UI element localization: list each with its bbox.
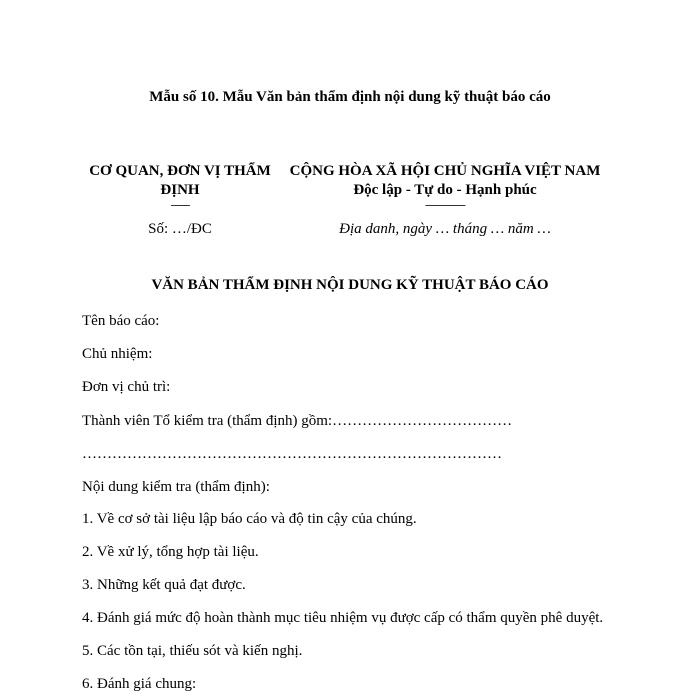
- review-item-1: 1. Về cơ sở tài liệu lập báo cáo và độ tin cậy của chúng.: [82, 511, 417, 527]
- agency-name-line2: ĐỊNH: [160, 182, 200, 198]
- agency-name-line1: CƠ QUAN, ĐƠN VỊ THẨM: [89, 163, 271, 179]
- project-lead-line: Chủ nhiệm:: [82, 346, 153, 362]
- national-header: [285, 162, 605, 210]
- host-unit-line: Đơn vị chủ trì:: [82, 379, 171, 395]
- committee-members-continuation: …………………………………………………………………………: [82, 446, 502, 462]
- report-name-line: Tên báo cáo:: [82, 313, 160, 329]
- document-title: VĂN BẢN THẨM ĐỊNH NỘI DUNG KỸ THUẬT BÁO CÁO: [151, 277, 549, 293]
- committee-members-line: Thành viên Tổ kiểm tra (thẩm định) gồm:………………………………: [82, 413, 513, 429]
- agency-header: [80, 162, 280, 210]
- document-number: Số: …/ĐC: [148, 221, 212, 237]
- review-item-3: 3. Những kết quả đạt được.: [82, 577, 246, 593]
- review-item-2: 2. Về xử lý, tổng hợp tài liệu.: [82, 544, 259, 560]
- country-name: CỘNG HÒA XÃ HỘI CHỦ NGHĨA VIỆT NAM: [289, 163, 601, 179]
- review-item-4: 4. Đánh giá mức độ hoàn thành mục tiêu nhiệm vụ được cấp có thẩm quyền phê duyệt.: [82, 610, 604, 626]
- place-date: Địa danh, ngày … tháng … năm …: [339, 221, 551, 237]
- national-motto: Độc lập - Tự do - Hạnh phúc: [353, 182, 537, 198]
- agency-divider: -------: [170, 199, 190, 211]
- form-title: Mẫu số 10. Mẫu Văn bản thẩm định nội dung kỹ thuật báo cáo: [149, 89, 551, 105]
- motto-divider: ---------------: [425, 199, 465, 211]
- review-item-6: 6. Đánh giá chung:: [82, 676, 197, 692]
- review-item-5: 5. Các tồn tại, thiếu sót và kiến nghị.: [82, 643, 303, 659]
- review-content-heading: Nội dung kiểm tra (thẩm định):: [82, 479, 270, 495]
